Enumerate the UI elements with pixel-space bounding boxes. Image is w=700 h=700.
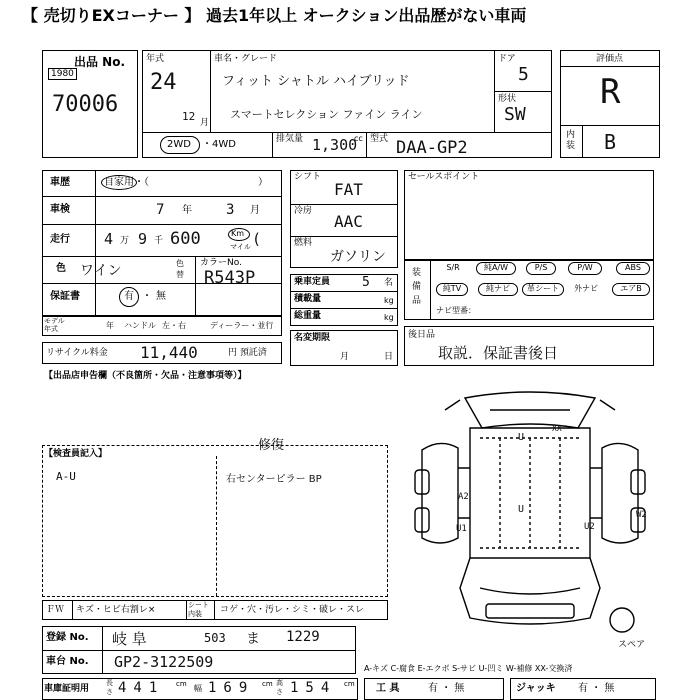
fw-seat-label: シート内装 [188,601,209,618]
color-label: 色 [56,263,66,274]
sales-point-label: セールスポイント [408,172,480,182]
shape-value: SW [504,104,526,125]
year-value: 24 [150,70,177,95]
inspection-label: 車検 [50,204,70,215]
cert-width: 169 [208,680,255,696]
equip-pw: P/W [568,262,602,275]
dealer-label: ディーラー・並行 [210,321,274,330]
warranty-has: 有 [124,291,134,302]
inspector-box [42,445,388,597]
repair-label: 修復 [258,438,285,453]
mileage-man-unit: 万 [120,236,130,246]
inspection-month-unit: 月 [250,205,260,216]
color-code-label: カラーNo. [200,258,242,268]
mileage-man: 4 [104,230,114,248]
score-value: R [600,72,621,112]
gross-label: 総重量 [294,311,322,321]
handle-opts: 左・右 [162,321,186,330]
cert-height-unit: cm [344,680,355,688]
color-code: R543P [204,268,256,288]
warranty-circle [119,287,139,307]
warranty-none: 無 [156,291,166,302]
tools-label: 工 具 [376,683,400,694]
inspector-note-a: A-U [56,470,76,483]
diag-note-u-mid: U [518,504,525,515]
inspection-year: 7 [156,202,165,218]
diag-note-u2: U2 [584,522,595,532]
displacement-unit: cc [354,134,363,143]
registration-class: 503 [204,631,226,645]
handle-label: ハンドル [124,321,156,330]
history-value: 自家用・（ [104,177,149,188]
jack-opts: 有 ・ 無 [578,683,615,694]
type-label: 型式 [370,134,389,144]
doors-label: ドア [498,54,516,64]
later-value: 取説．保証書後日 [438,344,559,362]
doors-value: 5 [518,64,529,85]
cert-width-unit: cm [262,680,273,688]
recycle-unit: 円 預託済 [228,348,267,358]
shape-label: 形状 [498,94,517,104]
repair-note: 右センターピラー BP [226,474,322,485]
mileage-rest: 600 [170,229,201,249]
year-month-unit: 月 [200,118,210,128]
equip-aw: 純A/W [476,262,516,275]
mileage-sen: 9 [138,230,148,248]
model-grade: スマートセレクション ファイン ライン [230,108,423,121]
year-label: 年式 [146,54,165,64]
inspector-label: 【検査員記入】 [44,449,108,459]
sales-point-box [404,170,654,260]
inspection-month: 3 [226,202,235,218]
shift-label: シフト [294,172,322,182]
year-month: 12 [182,110,196,123]
displacement-label: 排気量 [276,134,304,144]
tools-opts: 有 ・ 無 [428,683,465,694]
diag-note-u-top: U [518,432,525,443]
lot-small-number: 1980 [48,68,77,80]
recycle-label: リサイクル料金 [46,348,108,358]
capacity-unit: 名 [384,278,394,288]
color-value: ワイン [80,263,122,279]
equip-tv: 純TV [436,283,468,296]
warranty-label: 保証書 [50,291,80,302]
fuel-label: 燃料 [294,238,313,248]
cert-width-label: 幅 [194,684,202,693]
model-label: 車名・グレード [214,54,278,64]
equip-sr: S/R [446,263,460,272]
warranty-sep: ・ [142,291,152,302]
equip-navi: 純ナビ [478,283,518,296]
diag-note-u1: U1 [456,524,467,534]
model-name: フィット シャトル ハイブリッド [222,74,410,89]
seller-notes-label: 【出品店申告欄（不良箇所・欠品・注意事項等）】 [44,371,247,381]
equip-ext-navi: 外ナビ [574,284,598,293]
cert-label: 車庫証明用 [44,684,90,694]
cert-height-label: 高さ [276,679,283,696]
equip-abs: ABS [616,262,650,275]
shift-value: FAT [334,180,363,199]
inspection-year-unit: 年 [182,205,192,216]
displacement-value: 1,300 [312,136,358,154]
cert-length: 441 [118,680,165,696]
spare-label: スペア [618,640,646,650]
equipment-label: 装備品 [412,268,422,306]
name-change-unit: 月 [340,352,350,362]
registration-number: 1229 [286,629,320,645]
interior-label: 内装 [566,130,576,151]
cert-length-label: 長さ [106,679,113,696]
history-close: ） [258,177,268,188]
registration-place: 岐 阜 [112,630,147,648]
fuel-value: ガソリン [330,249,386,265]
drive-4wd: ・4WD [202,139,236,150]
gross-unit: kg [384,313,394,322]
aircon-value: AAC [334,212,363,231]
mileage-mile: マイル [230,243,251,251]
jack-label: ジャッキ [516,683,556,694]
mileage-label: 走行 [50,234,70,245]
aircon-label: 冷房 [294,206,313,216]
color-change-label: 色替 [176,259,184,279]
registration-kana: ま [246,631,260,647]
capacity-label: 乗車定員 [294,277,331,287]
diag-note-xx: XX [552,424,562,433]
registration-label: 登録 No. [46,632,89,643]
mileage-sen-unit: 千 [154,236,164,246]
model-year-label: モデル年式 [44,317,65,333]
history-circle [101,175,137,190]
chassis-value: GP2-3122509 [114,653,214,671]
drive-2wd: 2WD [167,139,191,150]
diag-note-w2: W2 [636,510,647,520]
load-label: 積載量 [294,294,322,304]
fw-seat-items: コゲ・穴・汚レ・シミ・破レ・スレ [220,605,365,615]
load-unit: kg [384,296,394,305]
fw-items: キズ・ヒビ右割レ× [76,605,156,615]
damage-legend: A-キズ C-腐食 E-エクボ S-サビ U-凹ミ W-補修 XX-交換済 [364,664,573,673]
equip-navi-model: ナビ型番： [436,306,476,315]
lot-number: 70006 [52,92,119,117]
name-change-label: 名変期限 [294,333,331,343]
type-value: DAA-GP2 [396,138,468,158]
history-label: 車歴 [50,177,70,188]
equip-ps: P/S [526,262,556,275]
equip-seat: 革シート [522,283,564,296]
interior-value: B [604,130,617,154]
later-label: 後日品 [408,330,436,340]
cert-height: 154 [290,680,337,696]
car-diagram [400,388,660,650]
cert-length-unit: cm [176,680,187,688]
mileage-km: Km [231,229,245,238]
capacity-value: 5 [362,275,370,290]
lot-label: 出品 No. [74,55,126,69]
recycle-value: 11,440 [140,343,198,362]
name-change-day: 日 [384,352,394,362]
model-year-unit: 年 [106,321,114,330]
header-title: 【 売切りEXコーナー 】 過去1年以上 オークション出品歴がない車両 [22,6,527,25]
chassis-label: 車台 No. [46,656,89,667]
equip-airbag: エアB [612,283,650,296]
fw-label: ＦＷ [46,605,65,615]
score-label: 評価点 [596,54,624,64]
diag-note-a2: A2 [458,492,469,502]
